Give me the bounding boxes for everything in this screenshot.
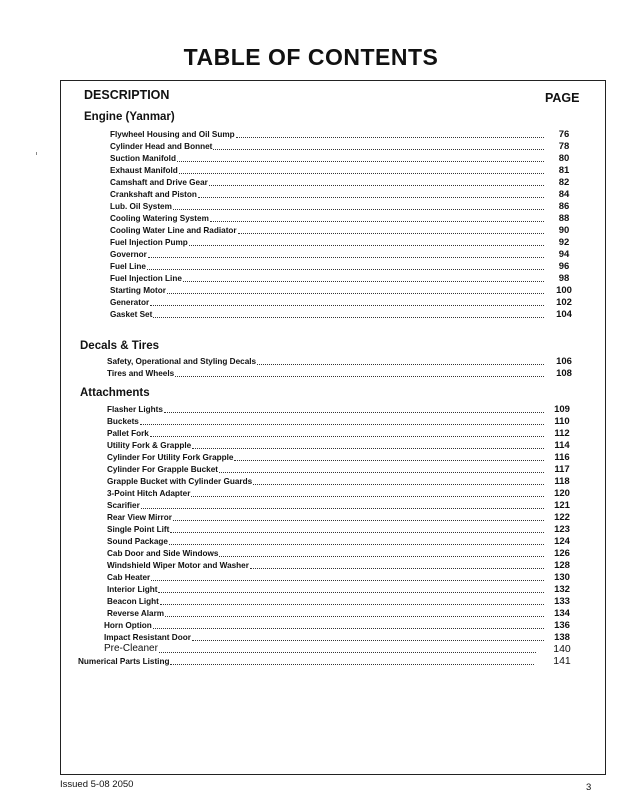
toc-entry-label: Interior Light — [107, 585, 158, 594]
toc-entry[interactable] — [107, 547, 546, 558]
page-number: 3 — [586, 782, 592, 793]
toc-entry-label: Exhaust Manifold — [110, 166, 178, 175]
toc-entry[interactable] — [107, 523, 546, 534]
toc-entry[interactable] — [110, 296, 546, 307]
toc-entry-label: Horn Option — [104, 621, 152, 630]
dot-leader — [150, 429, 544, 437]
toc-entry[interactable] — [110, 176, 546, 187]
toc-entry-label: Numerical Parts Listing — [78, 657, 170, 666]
dot-leader — [140, 417, 544, 425]
toc-entry-label: Windshield Wiper Motor and Washer — [107, 561, 249, 570]
toc-entry[interactable] — [107, 559, 546, 570]
dot-leader — [169, 537, 544, 545]
toc-entry[interactable] — [110, 272, 546, 283]
toc-entry-page: 112 — [554, 428, 570, 439]
toc-entry[interactable] — [110, 260, 546, 271]
toc-entry[interactable] — [107, 487, 546, 498]
toc-entry-page: 78 — [558, 141, 570, 152]
toc-entry[interactable] — [107, 367, 546, 378]
toc-entry-label: Cooling Water Line and Radiator — [110, 226, 237, 235]
toc-entry-label: Crankshaft and Piston — [110, 190, 197, 199]
toc-entry-page: 90 — [558, 225, 570, 236]
toc-entry-page: 108 — [556, 368, 572, 379]
dot-leader — [148, 250, 544, 258]
toc-entry[interactable] — [107, 595, 546, 606]
dot-leader — [219, 549, 544, 557]
toc-entry-page: 102 — [556, 297, 572, 308]
toc-entry[interactable] — [107, 535, 546, 546]
toc-entry[interactable] — [104, 642, 538, 654]
toc-entry-page: 123 — [554, 524, 570, 535]
toc-entry-label: Safety, Operational and Styling Decals — [107, 357, 257, 366]
dot-leader — [167, 286, 544, 294]
toc-entry-page: 141 — [553, 655, 571, 667]
toc-entry-page: 110 — [554, 416, 570, 427]
toc-entry[interactable] — [107, 427, 546, 438]
toc-entry-label: Fuel Line — [110, 262, 146, 271]
toc-entry-page: 128 — [554, 560, 570, 571]
dot-leader — [210, 214, 544, 222]
toc-entry-label: Cab Heater — [107, 573, 151, 582]
toc-entry-page: 140 — [553, 643, 571, 655]
toc-entry[interactable] — [110, 224, 546, 235]
toc-entry[interactable] — [104, 631, 546, 642]
toc-entry-label: 3-Point Hitch Adapter — [107, 489, 191, 498]
toc-entry-label: Generator — [110, 298, 150, 307]
toc-entry-page: 116 — [554, 452, 570, 463]
toc-entry-page: 132 — [554, 584, 570, 595]
toc-entry[interactable] — [107, 571, 546, 582]
toc-entry-label: Lub. Oil System — [110, 202, 172, 211]
toc-entry-page: 80 — [558, 153, 570, 164]
toc-entry[interactable] — [107, 451, 546, 462]
toc-entry[interactable] — [110, 308, 546, 319]
toc-entry-label: Fuel Injection Pump — [110, 238, 188, 247]
toc-entry-page: 130 — [554, 572, 570, 583]
toc-entry[interactable] — [110, 284, 546, 295]
dot-leader — [151, 573, 544, 581]
toc-entry-label: Reverse Alarm — [107, 609, 165, 618]
toc-entry-page: 96 — [558, 261, 570, 272]
toc-entry[interactable] — [107, 415, 546, 426]
toc-entry-page: 100 — [556, 285, 572, 296]
toc-entry-label: Buckets — [107, 417, 139, 426]
toc-entry-page: 120 — [554, 488, 570, 499]
toc-entry-page: 82 — [558, 177, 570, 188]
toc-entry-label: Grapple Bucket with Cylinder Guards — [107, 477, 253, 486]
dot-leader — [170, 657, 534, 665]
dot-leader — [150, 298, 544, 306]
scan-speck — [36, 152, 37, 155]
toc-entry-page: 136 — [554, 620, 570, 631]
toc-entry-page: 76 — [558, 129, 570, 140]
dot-leader — [175, 369, 544, 377]
dot-leader — [164, 405, 544, 413]
toc-entry[interactable] — [107, 607, 546, 618]
dot-leader — [257, 357, 544, 365]
toc-entry-page: 114 — [554, 440, 570, 451]
dot-leader — [209, 178, 544, 186]
toc-entry[interactable] — [110, 248, 546, 259]
toc-entry[interactable] — [107, 403, 546, 414]
dot-leader — [159, 645, 536, 653]
dot-leader — [153, 621, 544, 629]
toc-entry-label: Cylinder Head and Bonnet — [110, 142, 213, 151]
toc-entry[interactable] — [110, 128, 546, 139]
toc-entry-page: 98 — [558, 273, 570, 284]
toc-entry-page: 81 — [558, 165, 570, 176]
dot-leader — [158, 585, 544, 593]
dot-leader — [192, 633, 544, 641]
toc-entry-page: 94 — [558, 249, 570, 260]
toc-entry-label: Rear View Mirror — [107, 513, 172, 522]
dot-leader — [147, 262, 544, 270]
toc-entry-label: Suction Manifold — [110, 154, 176, 163]
page-column-header: PAGE — [545, 91, 580, 105]
toc-entry[interactable] — [107, 439, 546, 450]
section-heading-attachments: Attachments — [80, 387, 150, 399]
issue-note: Issued 5-08 2050 — [60, 779, 134, 790]
page-title: TABLE OF CONTENTS — [183, 44, 439, 70]
toc-entry[interactable] — [107, 511, 546, 522]
dot-leader — [177, 154, 544, 162]
toc-entry-label: Cylinder For Utility Fork Grapple — [107, 453, 234, 462]
toc-entry[interactable] — [107, 475, 546, 486]
toc-entry[interactable] — [110, 236, 546, 247]
toc-entry-label: Fuel Injection Line — [110, 274, 182, 283]
toc-entry[interactable] — [110, 152, 546, 163]
toc-entry-page: 124 — [554, 536, 570, 547]
dot-leader — [153, 310, 544, 318]
dot-leader — [236, 130, 544, 138]
dot-leader — [170, 525, 544, 533]
toc-entry-label: Governor — [110, 250, 147, 259]
toc-entry[interactable] — [110, 212, 546, 223]
toc-entry-label: Beacon Light — [107, 597, 159, 606]
toc-entry-page: 122 — [554, 512, 570, 523]
dot-leader — [213, 142, 544, 150]
toc-entry-label: Flasher Lights — [107, 405, 163, 414]
toc-entry-label: Pallet Fork — [107, 429, 149, 438]
toc-entry-label: Gasket Set — [110, 310, 153, 319]
toc-entry-label: Cab Door and Side Windows — [107, 549, 219, 558]
toc-entry-label: Scarifier — [107, 501, 140, 510]
toc-entry-label: Cylinder For Grapple Bucket — [107, 465, 219, 474]
dot-leader — [198, 190, 544, 198]
toc-entry[interactable] — [110, 188, 546, 199]
toc-entry-label: Cooling Watering System — [110, 214, 209, 223]
toc-entry[interactable] — [104, 619, 546, 630]
toc-entry-label: Single Point Lift — [107, 525, 170, 534]
dot-leader — [165, 609, 544, 617]
dot-leader — [238, 226, 544, 234]
dot-leader — [173, 202, 544, 210]
toc-entry-page: 109 — [554, 404, 570, 415]
toc-entry-page: 118 — [554, 476, 570, 487]
toc-entry[interactable] — [110, 200, 546, 211]
dot-leader — [189, 238, 544, 246]
toc-entry[interactable] — [107, 583, 546, 594]
dot-leader — [250, 561, 544, 569]
toc-entry[interactable] — [107, 355, 546, 366]
toc-entry-page: 121 — [554, 500, 570, 511]
toc-entry-page: 92 — [558, 237, 570, 248]
toc-entry-label: Camshaft and Drive Gear — [110, 178, 208, 187]
toc-entry-label: Flywheel Housing and Oil Sump — [110, 130, 235, 139]
dot-leader — [183, 274, 544, 282]
toc-entry[interactable] — [110, 164, 546, 175]
dot-leader — [192, 441, 544, 449]
dot-leader — [173, 513, 544, 521]
dot-leader — [191, 489, 544, 497]
toc-entry-label: Pre-Cleaner — [104, 643, 158, 654]
dot-leader — [234, 453, 544, 461]
dot-leader — [253, 477, 544, 485]
toc-entry-label: Starting Motor — [110, 286, 166, 295]
dot-leader — [160, 597, 544, 605]
toc-entry-page: 88 — [558, 213, 570, 224]
toc-entry-label: Utility Fork & Grapple — [107, 441, 192, 450]
toc-entry[interactable] — [110, 140, 546, 151]
toc-entry-page: 117 — [554, 464, 570, 475]
dot-leader — [141, 501, 544, 509]
description-column-header: DESCRIPTION — [84, 88, 170, 102]
toc-entry-page: 106 — [556, 356, 572, 367]
toc-entry-page: 134 — [554, 608, 570, 619]
toc-entry-page: 84 — [558, 189, 570, 200]
toc-entry[interactable] — [107, 499, 546, 510]
toc-entry[interactable] — [78, 655, 536, 666]
dot-leader — [219, 465, 544, 473]
toc-entry-label: Tires and Wheels — [107, 369, 175, 378]
toc-entry-page: 138 — [554, 632, 570, 643]
dot-leader — [179, 166, 544, 174]
toc-entry-page: 126 — [554, 548, 570, 559]
toc-entry-label: Sound Package — [107, 537, 168, 546]
toc-entry[interactable] — [107, 463, 546, 474]
toc-entry-page: 104 — [556, 309, 572, 320]
toc-entry-label: Impact Resistant Door — [104, 633, 191, 642]
section-heading-engine: Engine (Yanmar) — [84, 111, 175, 123]
section-heading-decals-tires: Decals & Tires — [80, 340, 160, 352]
toc-entry-page: 86 — [558, 201, 570, 212]
toc-entry-page: 133 — [554, 596, 570, 607]
